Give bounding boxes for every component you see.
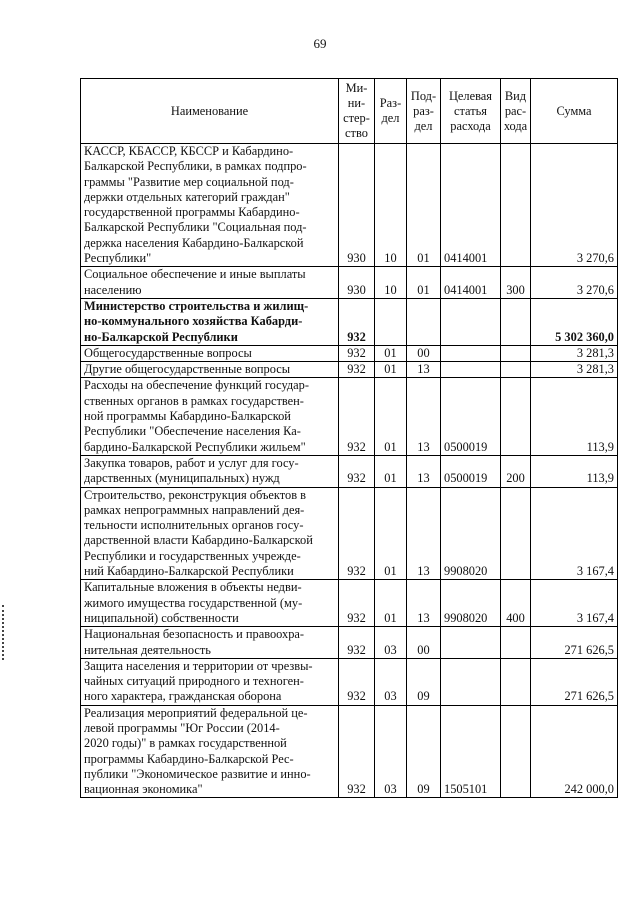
cell-subsection: 09: [407, 705, 441, 798]
cell-amount: 3 270,6: [531, 267, 618, 299]
cell-expense-type: [501, 345, 531, 361]
binding-mark: [2, 605, 8, 660]
name-line: граммы "Развитие мер социальной под-: [84, 174, 294, 189]
table-row: [81, 455, 618, 487]
name-line: держки отдельных категорий граждан": [84, 189, 290, 204]
cell-target-article: [441, 362, 501, 378]
cell-section: 03: [375, 627, 407, 659]
name-line: Строительство, реконструкция объектов в: [84, 487, 306, 502]
header-name: Наименование: [81, 79, 339, 144]
header-line: Вид: [504, 88, 527, 103]
table-row: [81, 144, 618, 267]
cell-expense-type: 200: [501, 455, 531, 487]
header-expense-type: [501, 79, 531, 144]
name-line: Общегосударственные вопросы: [84, 345, 252, 360]
name-line: Защита населения и территории от чрезвы-: [84, 658, 313, 673]
header-amount: Сумма: [531, 79, 618, 144]
cell-subsection: 13: [407, 455, 441, 487]
cell-amount: 271 626,5: [531, 658, 618, 705]
cell-ministry: 932: [339, 627, 375, 659]
cell-subsection: 13: [407, 487, 441, 580]
table-row: [81, 267, 618, 299]
cell-target-article: 0414001: [441, 144, 501, 267]
header-line: рас-: [504, 103, 527, 118]
cell-name: [81, 455, 339, 487]
cell-target-article: [441, 658, 501, 705]
cell-target-article: 9908020: [441, 487, 501, 580]
cell-subsection: [407, 298, 441, 345]
name-line: дарственных (муниципальных) нужд: [84, 471, 280, 486]
cell-expense-type: 300: [501, 267, 531, 299]
table-row: [81, 487, 618, 580]
cell-name: [81, 298, 339, 345]
cell-amount: 3 270,6: [531, 144, 618, 267]
table-body: [81, 144, 618, 798]
name-line: левой программы "Юг России (2014-: [84, 720, 280, 735]
cell-amount: 3 167,4: [531, 580, 618, 627]
header-target-article: [441, 79, 501, 144]
name-line: населению: [84, 282, 142, 297]
cell-ministry: 932: [339, 705, 375, 798]
cell-name: [81, 658, 339, 705]
header-line: Ми-: [345, 81, 368, 95]
cell-expense-type: [501, 298, 531, 345]
header-line: расхода: [450, 118, 491, 133]
cell-amount: 3 167,4: [531, 487, 618, 580]
cell-section: [375, 298, 407, 345]
cell-subsection: 09: [407, 658, 441, 705]
cell-section: 01: [375, 487, 407, 580]
cell-ministry: 932: [339, 298, 375, 345]
cell-name: [81, 345, 339, 361]
cell-expense-type: [501, 487, 531, 580]
table-row: [81, 658, 618, 705]
cell-ministry: 932: [339, 362, 375, 378]
cell-name: [81, 267, 339, 299]
cell-subsection: 00: [407, 345, 441, 361]
header-line: ни-: [347, 96, 366, 110]
cell-ministry: 932: [339, 658, 375, 705]
name-line: 2020 годы)" в рамках государственной: [84, 736, 287, 751]
cell-ministry: 930: [339, 144, 375, 267]
name-line: Закупка товаров, работ и услуг для госу-: [84, 455, 299, 470]
cell-expense-type: [501, 378, 531, 455]
table-header-row: [81, 79, 618, 144]
name-line: Другие общегосударственные вопросы: [84, 362, 291, 377]
cell-amount: 113,9: [531, 378, 618, 455]
cell-section: 03: [375, 658, 407, 705]
table-row: [81, 705, 618, 798]
cell-section: 01: [375, 455, 407, 487]
cell-section: 01: [375, 345, 407, 361]
name-line: Балкарской Республики, в рамках подпро-: [84, 159, 307, 174]
name-line: ниципальной) собственности: [84, 610, 239, 625]
cell-subsection: 13: [407, 580, 441, 627]
header-section: [375, 79, 407, 144]
cell-ministry: 932: [339, 378, 375, 455]
name-line: Капитальные вложения в объекты недви-: [84, 580, 302, 595]
cell-expense-type: [501, 362, 531, 378]
cell-subsection: 01: [407, 144, 441, 267]
header-line: раз-: [413, 103, 434, 118]
name-line: программы Кабардино-Балкарской Рес-: [84, 751, 294, 766]
cell-ministry: 932: [339, 487, 375, 580]
cell-section: 03: [375, 705, 407, 798]
name-line: Республики и государственных учрежде-: [84, 548, 301, 563]
name-line: бардино-Балкарской Республики жильем": [84, 439, 306, 454]
name-line: ной программы Кабардино-Балкарской: [84, 409, 291, 424]
cell-ministry: 932: [339, 345, 375, 361]
cell-section: 01: [375, 362, 407, 378]
cell-amount: 5 302 360,0: [531, 298, 618, 345]
name-line: Балкарской Республики "Социальная под-: [84, 220, 307, 235]
table-row: [81, 298, 618, 345]
cell-target-article: 0414001: [441, 267, 501, 299]
name-line: рамках непрограммных направлений дея-: [84, 502, 305, 517]
table-row: [81, 345, 618, 361]
name-line: Социальное обеспечение и иные выплаты: [84, 267, 306, 282]
header-line: Целевая: [448, 88, 493, 103]
name-line: Министерство строительства и жилищ-: [84, 298, 309, 313]
name-line: государственной программы Кабардино-: [84, 205, 300, 220]
header-line: Под-: [410, 88, 437, 103]
cell-section: 10: [375, 267, 407, 299]
name-line: тельности исполнительных органов госу-: [84, 518, 304, 533]
cell-expense-type: [501, 627, 531, 659]
cell-section: 01: [375, 580, 407, 627]
name-line: ний Кабардино-Балкарской Республики: [84, 564, 294, 579]
header-line: дел: [381, 111, 400, 125]
name-line: Республики": [84, 251, 152, 266]
name-line: вационная экономика": [84, 782, 203, 797]
name-line: ственных органов в рамках государствен-: [84, 393, 304, 408]
name-line: держка населения Кабардино-Балкарской: [84, 235, 304, 250]
cell-target-article: 9908020: [441, 580, 501, 627]
header-line: Раз-: [379, 96, 402, 110]
cell-name: [81, 580, 339, 627]
name-line: ного характера, гражданская оборона: [84, 689, 282, 704]
table-row: [81, 627, 618, 659]
cell-ministry: 932: [339, 580, 375, 627]
name-line: жимого имущества государственной (му-: [84, 595, 303, 610]
header-line: хода: [503, 118, 528, 133]
cell-amount: 3 281,3: [531, 362, 618, 378]
budget-table: [80, 78, 618, 798]
name-line: Республики "Обеспечение населения Ка-: [84, 424, 301, 439]
name-line: но-Балкарской Республики: [84, 329, 238, 344]
cell-target-article: [441, 627, 501, 659]
cell-amount: 242 000,0: [531, 705, 618, 798]
cell-amount: 113,9: [531, 455, 618, 487]
table-row: [81, 378, 618, 455]
cell-target-article: [441, 345, 501, 361]
header-line: стер-: [343, 111, 370, 125]
cell-expense-type: [501, 144, 531, 267]
header-line: ство: [345, 126, 368, 140]
cell-expense-type: [501, 658, 531, 705]
header-line: дел: [414, 118, 433, 133]
cell-name: [81, 144, 339, 267]
cell-amount: 271 626,5: [531, 627, 618, 659]
header-line: статья: [453, 103, 487, 118]
cell-name: [81, 362, 339, 378]
name-line: но-коммунального хозяйства Кабарди-: [84, 314, 303, 329]
cell-amount: 3 281,3: [531, 345, 618, 361]
cell-ministry: 930: [339, 267, 375, 299]
cell-subsection: 13: [407, 362, 441, 378]
name-line: нительная деятельность: [84, 642, 211, 657]
cell-ministry: 932: [339, 455, 375, 487]
name-line: Расходы на обеспечение функций государ-: [84, 378, 310, 393]
cell-section: 01: [375, 378, 407, 455]
cell-subsection: 01: [407, 267, 441, 299]
cell-expense-type: [501, 705, 531, 798]
cell-name: [81, 705, 339, 798]
cell-target-article: 0500019: [441, 378, 501, 455]
cell-subsection: 00: [407, 627, 441, 659]
cell-expense-type: 400: [501, 580, 531, 627]
cell-target-article: [441, 298, 501, 345]
name-line: Национальная безопасность и правоохра-: [84, 627, 305, 642]
cell-section: 10: [375, 144, 407, 267]
cell-name: [81, 378, 339, 455]
cell-target-article: 0500019: [441, 455, 501, 487]
table-row: [81, 580, 618, 627]
table-row: [81, 362, 618, 378]
cell-target-article: 1505101: [441, 705, 501, 798]
name-line: Реализация мероприятий федеральной це-: [84, 705, 308, 720]
name-line: чайных ситуаций природного и техноген-: [84, 674, 304, 689]
cell-name: [81, 487, 339, 580]
page-number: 69: [313, 36, 327, 51]
cell-name: [81, 627, 339, 659]
name-line: публики "Экономическое развитие и инно-: [84, 766, 311, 781]
header-ministry: [339, 79, 375, 144]
name-line: КАССР, КБАССР, КБССР и Кабардино-: [84, 144, 294, 158]
cell-subsection: 13: [407, 378, 441, 455]
header-subsection: [407, 79, 441, 144]
name-line: дарственной власти Кабардино-Балкарской: [84, 533, 313, 548]
